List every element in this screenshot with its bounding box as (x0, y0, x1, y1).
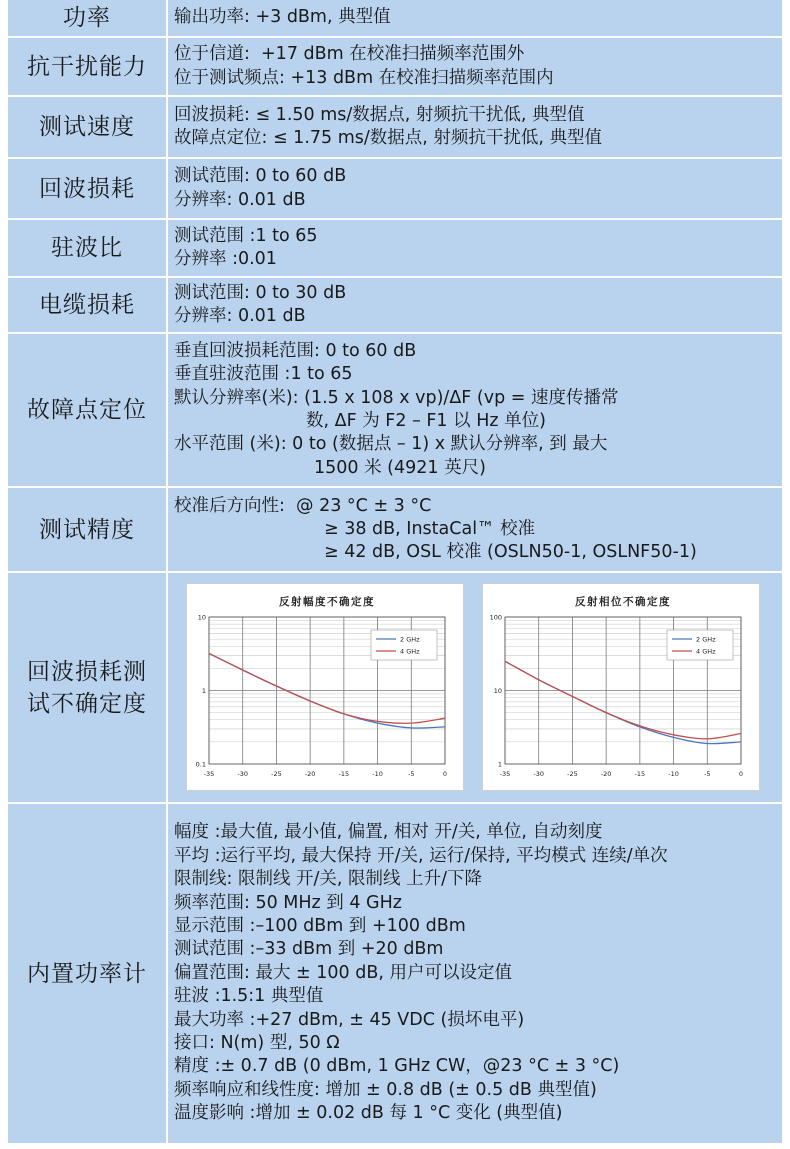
label-line: 试不确定度 (27, 690, 147, 717)
value-line: 显示范围 :–100 dBm 到 +100 dBm (174, 915, 466, 936)
legend-label: 2 GHz (400, 635, 420, 644)
x-tick-label: -25 (567, 770, 578, 778)
magnitude-uncertainty-chart (186, 583, 464, 791)
y-tick-label: 1 (497, 760, 502, 769)
x-tick-label: -10 (668, 770, 679, 778)
value-line: 测试范围: 0 to 60 dB (174, 166, 347, 187)
row-label: 测试精度 (8, 488, 166, 571)
value-line: 测试范围 :–33 dBm 到 +20 dBm (174, 939, 444, 960)
value-line: 精度 :± 0.7 dB (0 dBm, 1 GHz CW，@23 °C ± 3 °C) (174, 1056, 620, 1077)
value-line: 限制线: 限制线 开/关, 限制线 上升/下降 (174, 869, 483, 890)
spec-row-cable-loss (8, 278, 782, 332)
chart-title: 反射幅度不确定度 (279, 596, 375, 608)
x-tick-label: -10 (372, 770, 383, 778)
value-line: 垂直回波损耗范围: 0 to 60 dB (174, 341, 417, 362)
legend-box (371, 630, 437, 660)
x-tick-label: 0 (738, 770, 744, 778)
spec-row-dtf (8, 334, 782, 486)
chart-svg (187, 584, 463, 790)
row-value (168, 278, 782, 332)
series-line (505, 661, 741, 743)
legend-box (667, 630, 733, 660)
row-label: 功率 (8, 0, 166, 36)
value-line: 测试范围 :1 to 65 (174, 225, 318, 246)
value-line: 最大功率 :+27 dBm, ± 45 VDC (损坏电平) (174, 1009, 525, 1030)
x-tick-label: -5 (704, 770, 711, 778)
y-tick-label: 100 (489, 613, 502, 622)
x-tick-label: -35 (499, 770, 511, 778)
x-tick-label: -25 (271, 770, 282, 778)
legend-label: 2 GHz (696, 635, 716, 644)
value-line: 温度影响 :增加 ± 0.02 dB 每 1 °C 变化 (典型值) (174, 1103, 563, 1124)
x-tick-label: -15 (338, 770, 350, 778)
value-line: ≥ 42 dB, OSL 校准 (OSLN50-1, OSLNF50-1) (324, 542, 697, 563)
spec-row-interference (8, 38, 782, 95)
value-line: 输出功率: +3 dBm, 典型值 (174, 7, 391, 28)
value-line: 幅度 :最大值, 最小值, 偏置, 相对 开/关, 单位, 自动刻度 (174, 822, 603, 843)
value-line: 数, ΔF 为 F2 – F1 以 Hz 单位) (306, 411, 546, 431)
row-value (168, 334, 782, 486)
row-label: 内置功率计 (8, 804, 166, 1143)
row-value (168, 220, 782, 276)
label-line: 回波损耗测 (27, 658, 147, 685)
x-tick-label: -35 (203, 770, 215, 778)
x-tick-label: -20 (304, 770, 316, 778)
value-line: 分辨率 :0.01 (174, 249, 277, 269)
value-line: 回波损耗: ≤ 1.50 ms/数据点, 射频抗干扰低, 典型值 (174, 104, 585, 125)
value-line: 位于信道: +17 dBm 在校准扫描频率范围外 (174, 44, 525, 65)
value-line: 默认分辨率(米): (1.5 x 108 x vp)/ΔF (vp = 速度传播常 (174, 387, 619, 408)
spec-row-vswr (8, 220, 782, 276)
legend-label: 4 GHz (696, 647, 716, 656)
row-value (168, 488, 782, 571)
row-label: 故障点定位 (8, 334, 166, 486)
x-tick-label: -5 (408, 770, 415, 778)
chart-group (186, 573, 776, 791)
value-line: 分辨率: 0.01 dB (174, 306, 306, 326)
row-label: 回波损耗 (8, 159, 166, 218)
row-value (168, 97, 782, 157)
x-tick-label: -30 (237, 770, 249, 778)
spec-row-return-loss (8, 159, 782, 218)
value-line: 平均 :运行平均, 最大保持 开/关, 运行/保持, 平均模式 连续/单次 (174, 845, 668, 866)
row-value (168, 159, 782, 218)
spec-row-accuracy (8, 488, 782, 571)
y-tick-label: 0.1 (195, 760, 206, 769)
value-line: 偏置范围: 最大 ± 100 dB, 用户可以设定值 (174, 962, 512, 983)
chart-svg (483, 584, 759, 790)
series-line (505, 661, 741, 739)
row-label: 抗干扰能力 (8, 38, 166, 95)
value-line: 位于测试频点: +13 dBm 在校准扫描频率范围内 (174, 67, 554, 88)
value-line: 分辨率: 0.01 dB (174, 189, 306, 210)
y-tick-label: 10 (493, 687, 502, 695)
row-value (168, 573, 782, 802)
value-line: 频率范围: 50 MHz 到 4 GHz (174, 892, 402, 913)
value-line: 故障点定位: ≤ 1.75 ms/数据点, 射频抗干扰低, 典型值 (174, 128, 603, 148)
legend-label: 4 GHz (400, 647, 420, 656)
phase-uncertainty-chart (482, 583, 760, 791)
x-tick-label: -15 (634, 770, 646, 778)
row-label: 电缆损耗 (8, 278, 166, 332)
value-line: 频率响应和线性度: 增加 ± 0.8 dB (± 0.5 dB 典型值) (174, 1079, 597, 1100)
spec-row-power (8, 0, 782, 36)
row-label: 测试速度 (8, 97, 166, 157)
value-line: 1500 米 (4921 英尺) (314, 457, 486, 478)
x-tick-label: -30 (533, 770, 545, 778)
row-value (168, 804, 782, 1143)
row-value (168, 0, 782, 36)
value-line: ≥ 38 dB, InstaCal™ 校准 (324, 518, 536, 539)
value-line: 水平范围 (米): 0 to (数据点 – 1) x 默认分辨率, 到 最大 (174, 434, 608, 455)
spec-row-speed (8, 97, 782, 157)
value-line: 接口: N(m) 型, 50 Ω (174, 1033, 340, 1054)
value-line: 垂直驻波范围 :1 to 65 (174, 364, 353, 385)
value-line: 校准后方向性: @ 23 °C ± 3 °C (174, 495, 432, 516)
spec-row-power-meter (8, 804, 782, 1143)
spec-row-uncertainty (8, 573, 782, 802)
x-tick-label: 0 (442, 770, 448, 778)
row-value (168, 38, 782, 95)
y-tick-label: 10 (197, 613, 206, 622)
value-line: 驻波 :1.5:1 典型值 (174, 986, 324, 1007)
value-line: 测试范围: 0 to 30 dB (174, 282, 347, 303)
y-tick-label: 1 (201, 687, 206, 695)
x-tick-label: -20 (600, 770, 612, 778)
row-label (8, 573, 166, 802)
row-label: 驻波比 (8, 220, 166, 276)
chart-title: 反射相位不确定度 (575, 596, 671, 608)
